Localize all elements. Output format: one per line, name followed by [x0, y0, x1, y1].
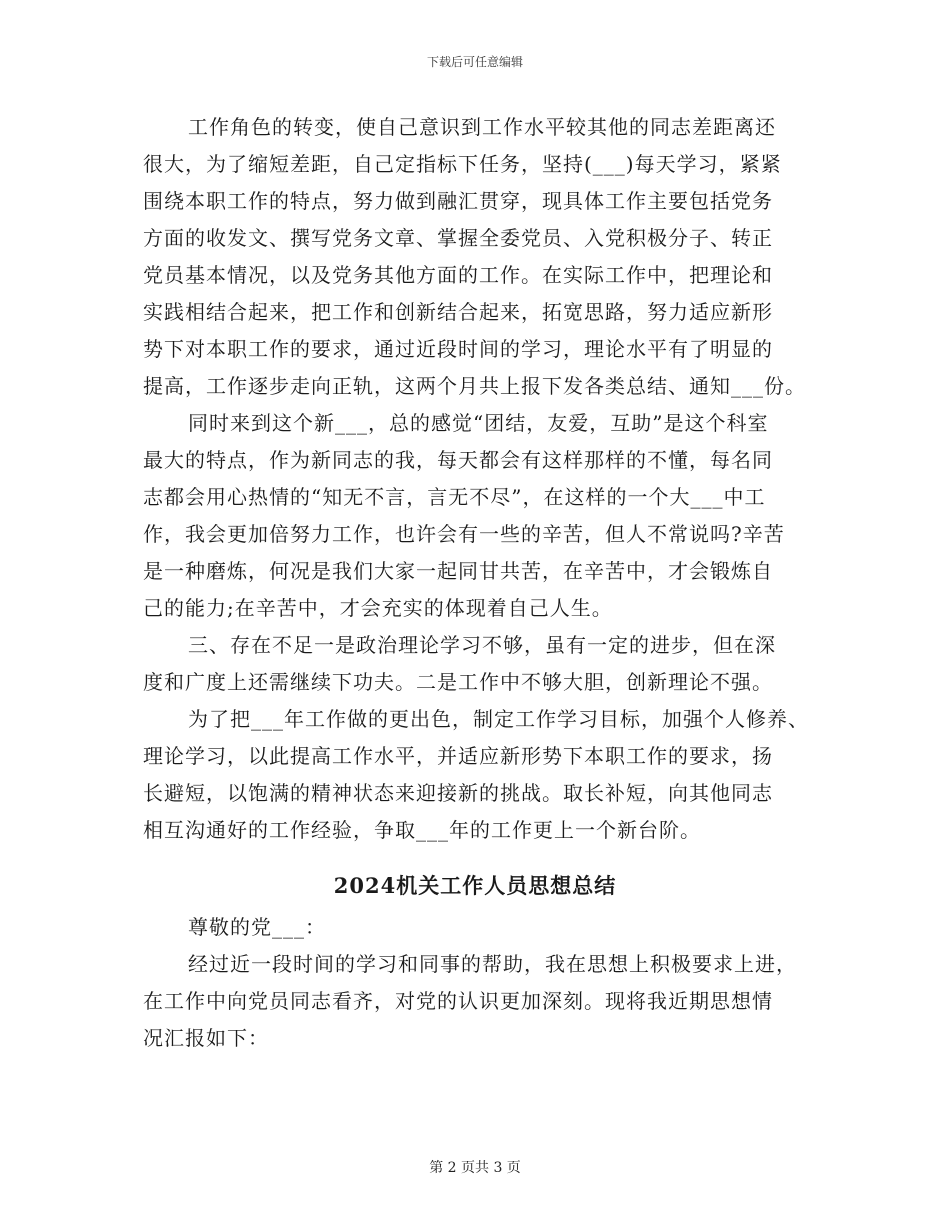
paragraph-line: 最大的特点，作为新同志的我，每天都会有这样那样的不懂，每名同: [143, 448, 773, 472]
paragraph-line: 同时来到这个新___，总的感觉“团结，友爱，互助”是这个科室: [188, 411, 769, 435]
paragraph-line: 经过近一段时间的学习和同事的帮助，我在思想上积极要求上进，: [188, 952, 797, 976]
paragraph-line: 三、存在不足一是政治理论学习不够，虽有一定的进步，但在深: [188, 633, 776, 657]
paragraph-line: 作，我会更加倍努力工作，也许会有一些的辛苦，但人不常说吗?辛苦: [143, 522, 785, 546]
paragraph-line: 工作角色的转变，使自己意识到工作水平较其他的同志差距离还: [188, 115, 776, 139]
paragraph-line: 己的能力;在辛苦中，才会充实的体现着自己人生。: [143, 596, 613, 620]
page-header: 下载后可任意编辑: [426, 55, 523, 69]
section-title: 2024机关工作人员思想总结: [333, 873, 617, 898]
paragraph-line: 长避短，以饱满的精神状态来迎接新的挑战。取长补短，向其他同志: [143, 781, 773, 805]
paragraph-line: 党员基本情况，以及党务其他方面的工作。在实际工作中，把理论和: [143, 263, 773, 287]
paragraph-line: 实践相结合起来，把工作和创新结合起来，拓宽思路，努力适应新形: [143, 300, 773, 324]
paragraph-line: 为了把___年工作做的更出色，制定工作学习目标，加强个人修养、: [188, 707, 809, 731]
paragraph-line: 度和广度上还需继续下功夫。二是工作中不够大胆，创新理论不强。: [143, 670, 773, 694]
paragraph-line: 相互沟通好的工作经验，争取___年的工作更上一个新台阶。: [143, 818, 701, 842]
paragraph-line: 况汇报如下：: [143, 1026, 269, 1050]
paragraph-line: 很大，为了缩短差距，自己定指标下任务，坚持(___)每天学习，紧紧: [143, 152, 782, 176]
paragraph-line: 围绕本职工作的特点，努力做到融汇贯穿，现具体工作主要包括党务: [143, 189, 773, 213]
paragraph-line: 志都会用心热情的“知无不言，言无不尽”，在这样的一个大___中工: [143, 485, 766, 509]
paragraph-line: 是一种磨炼，何况是我们大家一起同甘共苦，在辛苦中，才会锻炼自: [143, 559, 773, 583]
paragraph-line: 势下对本职工作的要求，通过近段时间的学习，理论水平有了明显的: [143, 337, 773, 361]
paragraph-line: 在工作中向党员同志看齐，对党的认识更加深刻。现将我近期思想情: [143, 989, 773, 1013]
salutation-line: 尊敬的党___：: [188, 915, 326, 939]
paragraph-line: 理论学习，以此提高工作水平，并适应新形势下本职工作的要求，扬: [143, 744, 773, 768]
paragraph-line: 提高，工作逐步走向正轨，这两个月共上报下发各类总结、通知___份。: [143, 374, 806, 398]
paragraph-line: 方面的收发文、撰写党务文章、掌握全委党员、入党积极分子、转正: [143, 226, 773, 250]
page-footer: 第 2 页共 3 页: [429, 1160, 521, 1176]
